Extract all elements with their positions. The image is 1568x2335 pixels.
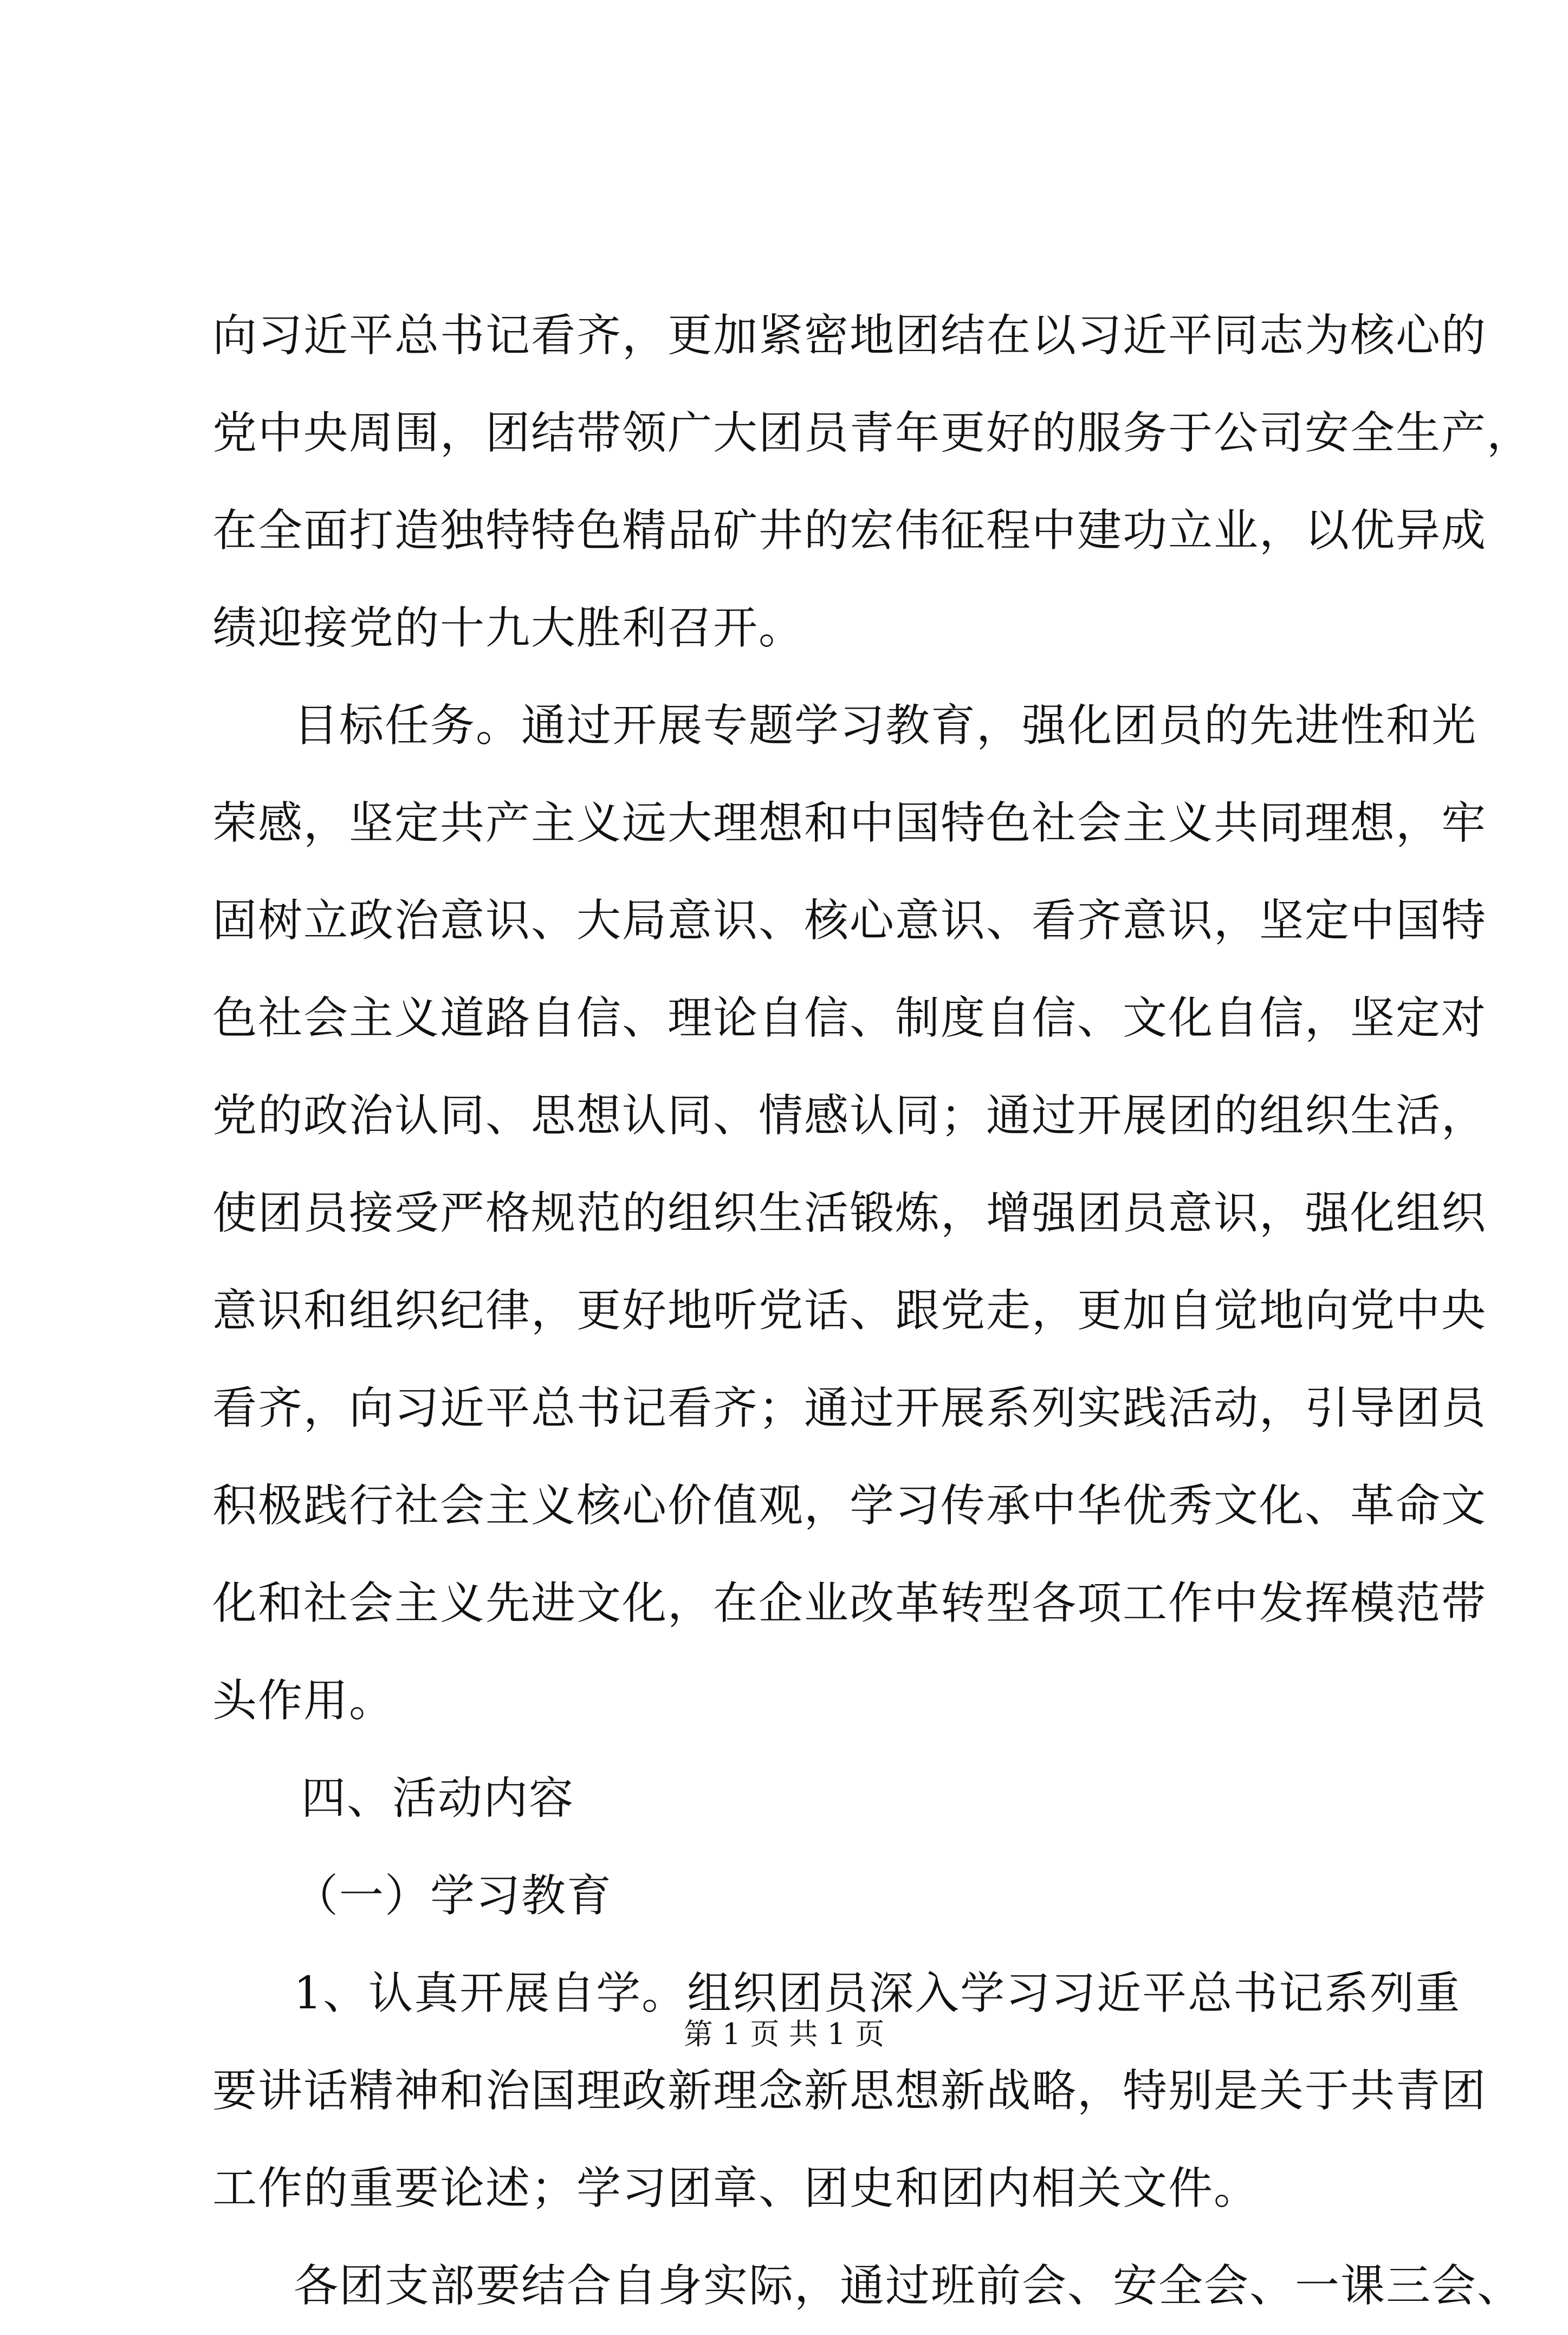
body-line: 荣感，坚定共产主义远大理想和中国特色社会主义共同理想，牢 — [212, 797, 1487, 849]
body-line: 工作的重要论述；学习团章、团史和团内相关文件。 — [212, 2163, 1260, 2214]
body-line: 在全面打造独特特色精品矿井的宏伟征程中建功立业，以优异成 — [212, 505, 1487, 556]
section-heading: 四、活动内容 — [301, 1773, 575, 1824]
body-line: 向习近平总书记看齐，更加紧密地团结在以习近平同志为核心的 — [212, 310, 1487, 361]
body-line: 积极践行社会主义核心价值观，学习传承中华优秀文化、革命文 — [212, 1480, 1487, 1532]
page-footer: 第 1 页 共 1 页 — [683, 2017, 885, 2051]
body-line: 1、认真开展自学。组织团员深入学习习近平总书记系列重 — [294, 1968, 1461, 2019]
body-line: 党的政治认同、思想认同、情感认同；通过开展团的组织生活， — [212, 1090, 1487, 1141]
body-line: 绩迎接党的十九大胜利召开。 — [212, 602, 805, 654]
body-line: 使团员接受严格规范的组织生活锻炼，增强团员意识，强化组织 — [212, 1188, 1487, 1239]
subsection-heading: （一）学习教育 — [294, 1870, 613, 1922]
body-line: 化和社会主义先进文化，在企业改革转型各项工作中发挥模范带 — [212, 1578, 1487, 1629]
body-line: 看齐，向习近平总书记看齐；通过开展系列实践活动，引导团员 — [212, 1383, 1487, 1434]
body-line: 意识和组织纪律，更好地听党话、跟党走，更加自觉地向党中央 — [212, 1285, 1487, 1337]
body-line: 色社会主义道路自信、理论自信、制度自信、文化自信，坚定对 — [212, 993, 1487, 1044]
body-line: 要讲话精神和治国理政新理念新思想新战略，特别是关于共青团 — [212, 2065, 1487, 2117]
body-line: 固树立政治意识、大局意识、核心意识、看齐意识，坚定中国特 — [212, 895, 1487, 946]
body-line: 头作用。 — [212, 1675, 395, 1727]
body-line: 各团支部要结合自身实际，通过班前会、安全会、一课三会、 — [294, 2260, 1523, 2312]
body-line: 目标任务。通过开展专题学习教育，强化团员的先进性和光 — [294, 700, 1478, 751]
body-line: 党中央周围，团结带领广大团员青年更好的服务于公司安全生产， — [212, 407, 1533, 459]
